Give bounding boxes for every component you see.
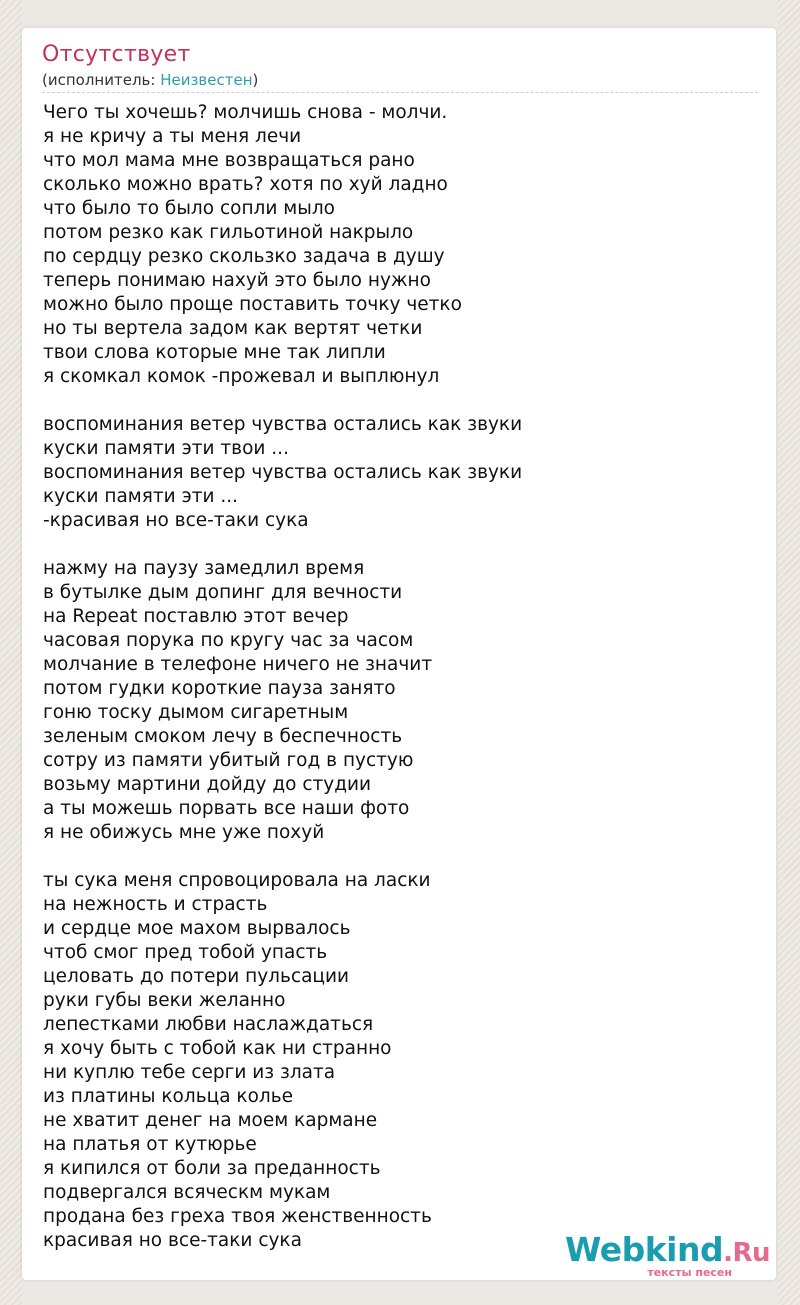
lyric-line: молчание в телефоне ничего не значит: [43, 654, 433, 675]
lyric-line: по сердцу резко скользко задача в душу: [43, 246, 445, 267]
artist-suffix: ): [252, 71, 259, 89]
background-pattern-left: [0, 0, 22, 1305]
lyric-line: в бутылке дым допинг для вечности: [43, 582, 403, 603]
lyric-line: -красивая но все-таки сука: [43, 510, 309, 531]
lyric-line: а ты можешь порвать все наши фото: [43, 798, 410, 819]
artist-link[interactable]: Неизвестен: [160, 71, 253, 89]
lyric-line: я не обижусь мне уже похуй: [43, 822, 325, 843]
logo-domain: .Ru: [723, 1238, 770, 1268]
lyric-line: куски памяти эти твои ...: [43, 438, 289, 459]
lyric-line: но ты вертела задом как вертят четки: [43, 318, 423, 339]
logo-wordmark: [565, 1230, 770, 1269]
lyric-line: возьму мартини дойду до студии: [43, 774, 372, 795]
lyric-line: нажму на паузу замедлил время: [43, 558, 365, 579]
stanza-gap: [43, 845, 743, 869]
lyric-line: воспоминания ветер чувства остались как звуки: [43, 462, 523, 483]
lyric-line: сотру из памяти убитый год в пустую: [43, 750, 414, 771]
lyric-line: на платья от кутюрье: [43, 1134, 257, 1155]
lyric-line: и сердце мое махом вырвалось: [43, 918, 351, 939]
lyric-line: подвергался всяческм мукам: [43, 1182, 331, 1203]
artist-prefix: (исполнитель:: [42, 71, 161, 89]
lyric-line: целовать до потери пульсации: [43, 966, 350, 987]
song-title: Отсутствует: [42, 42, 191, 67]
logo-name: Webkind: [564, 1230, 724, 1269]
lyric-line: из платины кольца колье: [43, 1086, 294, 1107]
lyric-line: что было то было сопли мыло: [43, 198, 335, 219]
lyric-line: что мол мама мне возвращаться рано: [43, 150, 415, 171]
lyric-line: потом резко как гильотиной накрыло: [43, 222, 414, 243]
lyric-line: воспоминания ветер чувства остались как звуки: [43, 414, 523, 435]
site-logo[interactable]: [564, 1230, 770, 1280]
lyric-line: теперь понимаю нахуй это было нужно: [43, 270, 431, 291]
lyric-line: не хватит денег на моем кармане: [43, 1110, 378, 1131]
background-pattern-right: [778, 0, 800, 1305]
lyric-line: руки губы веки желанно: [43, 990, 286, 1011]
stanza-gap: [43, 533, 743, 557]
lyric-line: Чего ты хочешь? молчишь снова - молчи.: [43, 102, 448, 123]
lyric-line: чтоб смог пред тобой упасть: [43, 942, 328, 963]
lyrics-card: [22, 28, 776, 1280]
lyrics-text: [43, 101, 743, 1253]
title-divider: [42, 92, 758, 93]
lyric-line: на Repeat поставлю этот вечер: [43, 606, 349, 627]
lyric-line: я скомкал комок -прожевал и выплюнул: [43, 366, 440, 387]
lyric-line: твои слова которые мне так липли: [43, 342, 386, 363]
lyric-line: можно было проще поставить точку четко: [43, 294, 462, 315]
lyric-line: потом гудки короткие пауза занято: [43, 678, 396, 699]
lyric-line: красивая но все-таки сука: [43, 1230, 302, 1251]
lyric-line: ты сука меня спровоцировала на ласки: [43, 870, 431, 891]
lyric-line: сколько можно врать? хотя по хуй ладно: [43, 174, 448, 195]
lyric-line: ни куплю тебе серги из злата: [43, 1062, 336, 1083]
lyric-line: зеленым смоком лечу в беспечность: [43, 726, 403, 747]
stanza-gap: [43, 389, 743, 413]
artist-line: [42, 71, 258, 89]
lyric-line: часовая порука по кругу час за часом: [43, 630, 414, 651]
logo-tagline: тексты песен: [647, 1266, 732, 1279]
lyric-line: куски памяти эти ...: [43, 486, 239, 507]
lyric-line: я хочу быть с тобой как ни странно: [43, 1038, 392, 1059]
lyric-line: лепестками любви наслаждаться: [43, 1014, 374, 1035]
lyric-line: на нежность и страсть: [43, 894, 268, 915]
lyric-line: я не кричу а ты меня лечи: [43, 126, 302, 147]
lyric-line: гоню тоску дымом сигаретным: [43, 702, 349, 723]
lyric-line: продана без греха твоя женственность: [43, 1206, 432, 1227]
lyric-line: я кипился от боли за преданность: [43, 1158, 381, 1179]
